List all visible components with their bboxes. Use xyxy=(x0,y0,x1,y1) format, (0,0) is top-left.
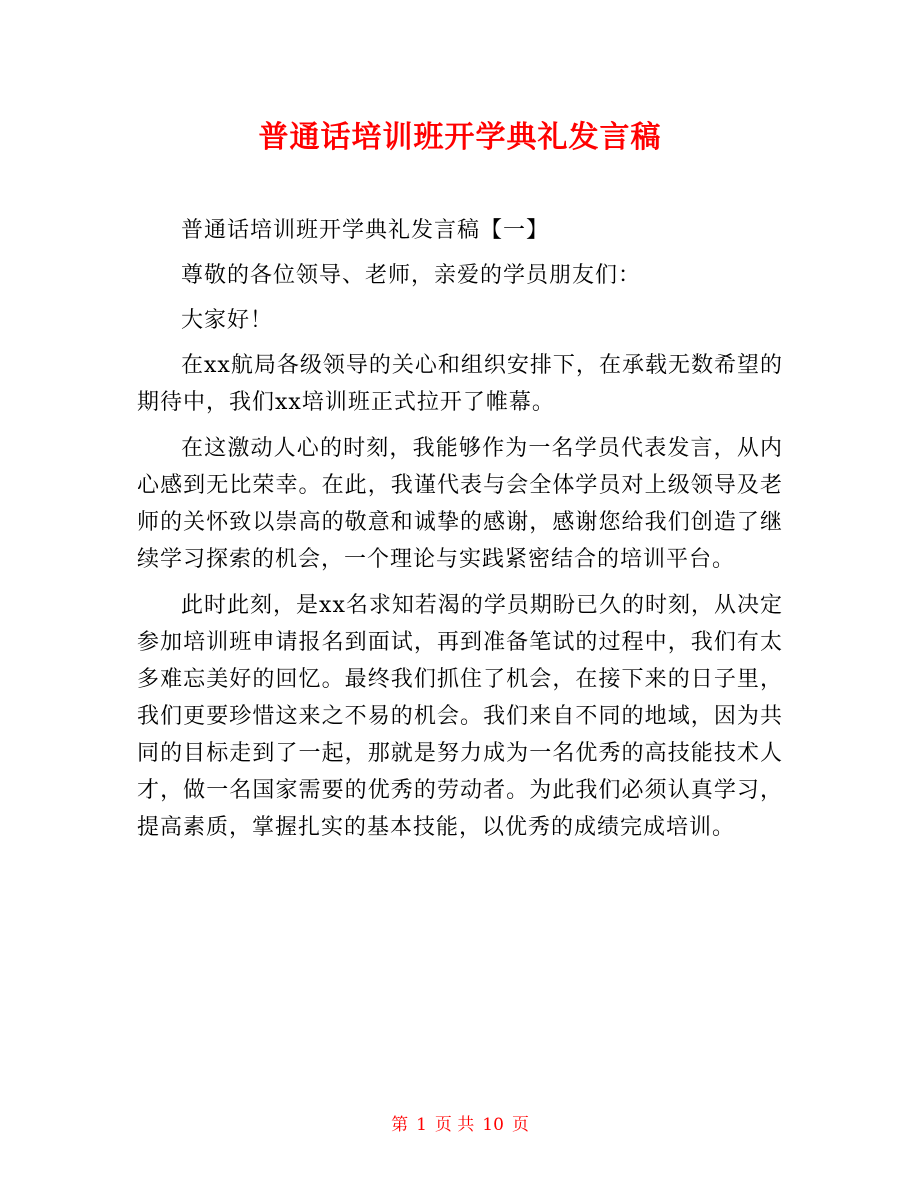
footer-suffix: 页 xyxy=(511,1115,529,1135)
greeting: 大家好！ xyxy=(181,308,274,333)
page-footer xyxy=(0,1113,920,1137)
paragraph-journey: 此时此刻，是xx名求知若渴的学员期盼已久的时刻，从决定参加培训班申请报名到面试，再到准备笔试的过程中，我们有太多难忘美好的回忆。最终我们抓住了机会，在接下来的日子里，我们更要珍惜这来之不易的机会。我们来自不同的地域，因为共同的目标走到了一起，那就是努力成为一名优秀的高技能技术人才，做一名国家需要的优秀的劳动者。为此我们必须认真学习，提高素质，掌握扎实的基本技能，以优秀的成绩完成培训。 xyxy=(137,593,783,840)
footer-total-pages: 10 xyxy=(482,1115,504,1135)
footer-prefix: 第 xyxy=(391,1115,409,1135)
salutation: 尊敬的各位领导、老师，亲爱的学员朋友们： xyxy=(181,263,642,288)
paragraph-thanks: 在这激动人心的时刻，我能够作为一名学员代表发言，从内心感到无比荣幸。在此，我谨代表与会全体学员对上级领导及老师的关怀致以崇高的敬意和诚挚的感谢，感谢您给我们创造了继续学习探索的机会，一个理论与实践紧密结合的培训平台。 xyxy=(137,436,783,572)
section-heading: 普通话培训班开学典礼发言稿【一】 xyxy=(181,218,550,243)
document-title: 普通话培训班开学典礼发言稿 xyxy=(258,120,662,155)
footer-mid: 页 共 xyxy=(434,1115,475,1135)
document-body xyxy=(137,212,783,846)
footer-current-page: 1 xyxy=(416,1115,427,1135)
paragraph-opening: 在xx航局各级领导的关心和组织安排下，在承载无数希望的期待中，我们xx培训班正式拉开了帷幕。 xyxy=(137,353,783,415)
